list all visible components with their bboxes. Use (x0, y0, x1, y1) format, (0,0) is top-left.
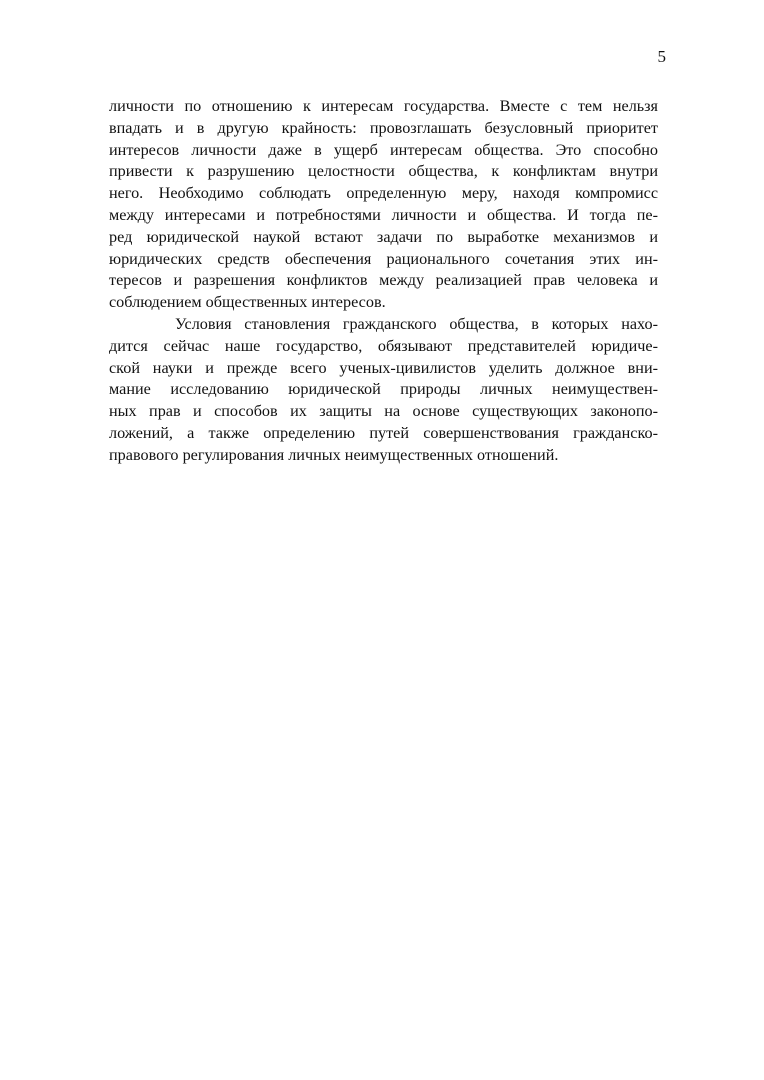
paragraph (109, 314, 658, 467)
text-line: между интересами и потребностями личности и общества. И тогда пе- (109, 205, 658, 224)
body-text (109, 96, 658, 467)
text-line: правового регулирования личных неимущественных отношений. (109, 445, 559, 464)
text-line: тересов и разрешения конфликтов между реализацией прав человека и (109, 271, 658, 290)
text-line: него. Необходимо соблюдать определенную меру, находя компромисс (109, 184, 658, 203)
page-number: 5 (657, 47, 666, 66)
text-line: Условия становления гражданского общества, в которых нахо- (175, 314, 658, 333)
text-line: ской науки и прежде всего ученых-цивилистов уделить должное вни- (109, 358, 658, 377)
text-line: интересов личности даже в ущерб интересам общества. Это способно (109, 140, 658, 159)
paragraph (109, 96, 658, 314)
text-line: юридических средств обеспечения рационального сочетания этих ин- (109, 249, 658, 268)
text-line: ред юридической наукой встают задачи по выработке механизмов и (109, 227, 658, 246)
text-line: ложений, а также определению путей совершенствования гражданско- (109, 423, 658, 442)
text-line: впадать и в другую крайность: провозглашать безусловный приоритет (109, 118, 658, 137)
text-line: привести к разрушению целостности общества, к конфликтам внутри (109, 162, 658, 181)
text-line: соблюдением общественных интересов. (109, 293, 386, 312)
text-line: ных прав и способов их защиты на основе существующих законопо- (109, 402, 658, 421)
text-line: мание исследованию юридической природы личных неимуществен- (109, 380, 658, 399)
text-line: дится сейчас наше государство, обязывают представителей юридиче- (109, 336, 658, 355)
text-line: личности по отношению к интересам государства. Вместе с тем нельзя (109, 97, 658, 115)
